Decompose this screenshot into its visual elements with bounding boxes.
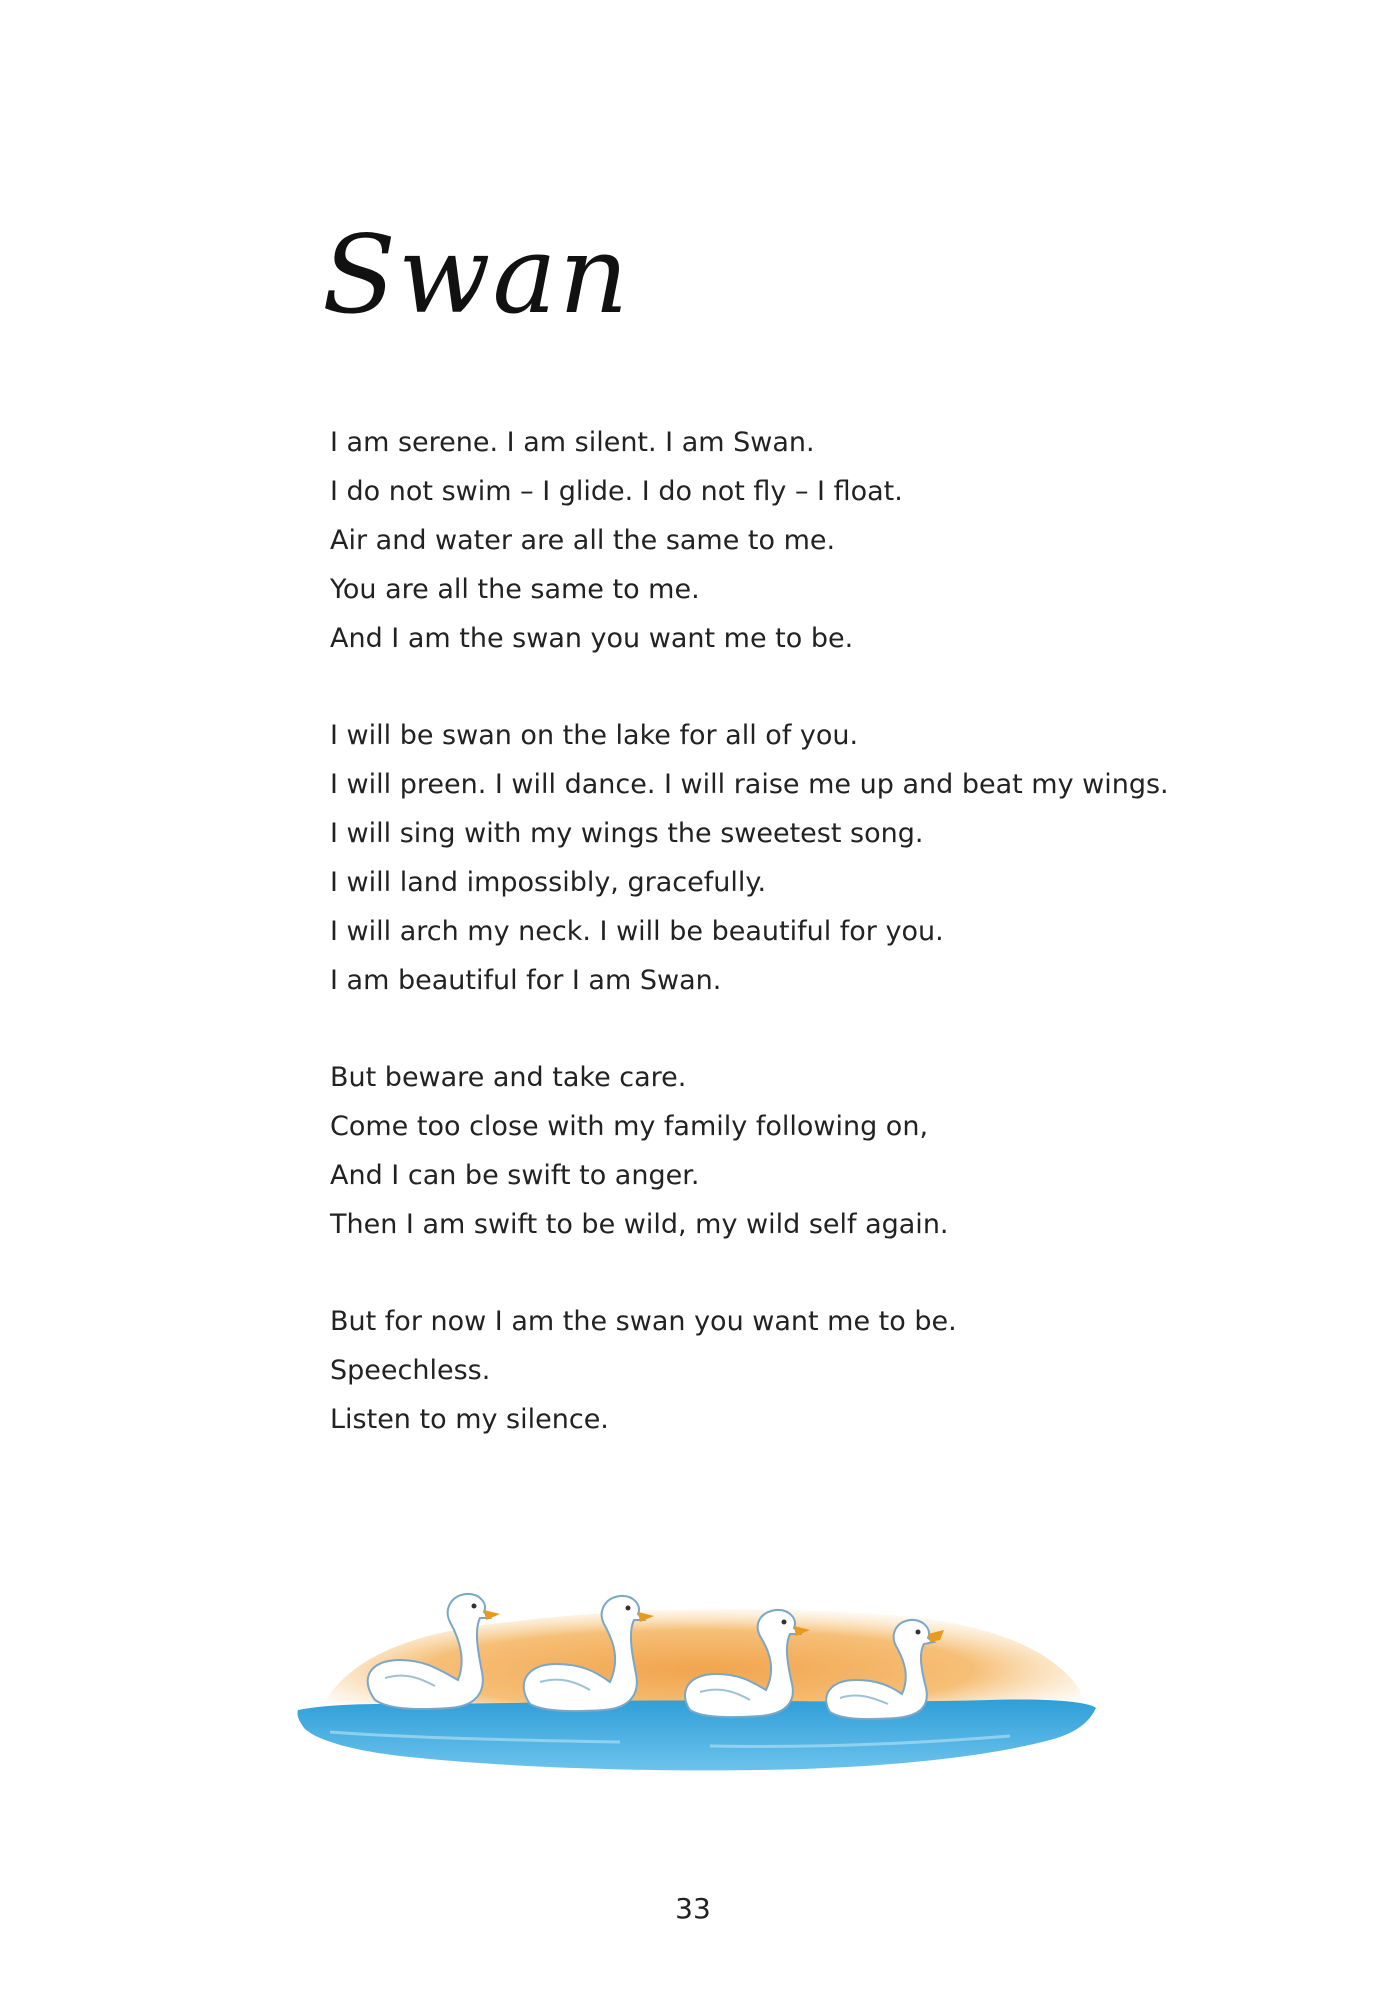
poem-line: And I can be swift to anger. bbox=[330, 1160, 700, 1191]
poem-line: Come too close with my family following on, bbox=[330, 1111, 929, 1142]
poem-body bbox=[330, 418, 1230, 1492]
poem-line: Speechless. bbox=[330, 1355, 491, 1386]
poem-line: I will be swan on the lake for all of you. bbox=[330, 720, 859, 751]
stanza-1 bbox=[330, 418, 1230, 663]
poem-line: I am beautiful for I am Swan. bbox=[330, 965, 722, 996]
poem-line: I do not swim – I glide. I do not fly – I float. bbox=[330, 476, 903, 507]
poem-line: You are all the same to me. bbox=[330, 574, 700, 605]
poem-line: And I am the swan you want me to be. bbox=[330, 623, 854, 654]
poem-line: Then I am swift to be wild, my wild self again. bbox=[330, 1209, 949, 1240]
poem-line: I am serene. I am silent. I am Swan. bbox=[330, 427, 815, 458]
poem-line: But beware and take care. bbox=[330, 1062, 687, 1093]
swans-on-lake-illustration bbox=[290, 1560, 1100, 1800]
page-title: Swan bbox=[322, 213, 631, 338]
stanza-2 bbox=[330, 711, 1230, 1005]
poem-line: Listen to my silence. bbox=[330, 1404, 609, 1435]
stanza-4 bbox=[330, 1297, 1230, 1444]
page-number: 33 bbox=[675, 1892, 711, 1925]
poem-line: I will land impossibly, gracefully. bbox=[330, 867, 767, 898]
poem-line: I will preen. I will dance. I will raise me up and beat my wings. bbox=[330, 769, 1169, 800]
poem-line: But for now I am the swan you want me to be. bbox=[330, 1306, 957, 1337]
poem-line: I will arch my neck. I will be beautiful for you. bbox=[330, 916, 944, 947]
stanza-3 bbox=[330, 1053, 1230, 1249]
poem-line: I will sing with my wings the sweetest song. bbox=[330, 818, 924, 849]
poem-line: Air and water are all the same to me. bbox=[330, 525, 836, 556]
